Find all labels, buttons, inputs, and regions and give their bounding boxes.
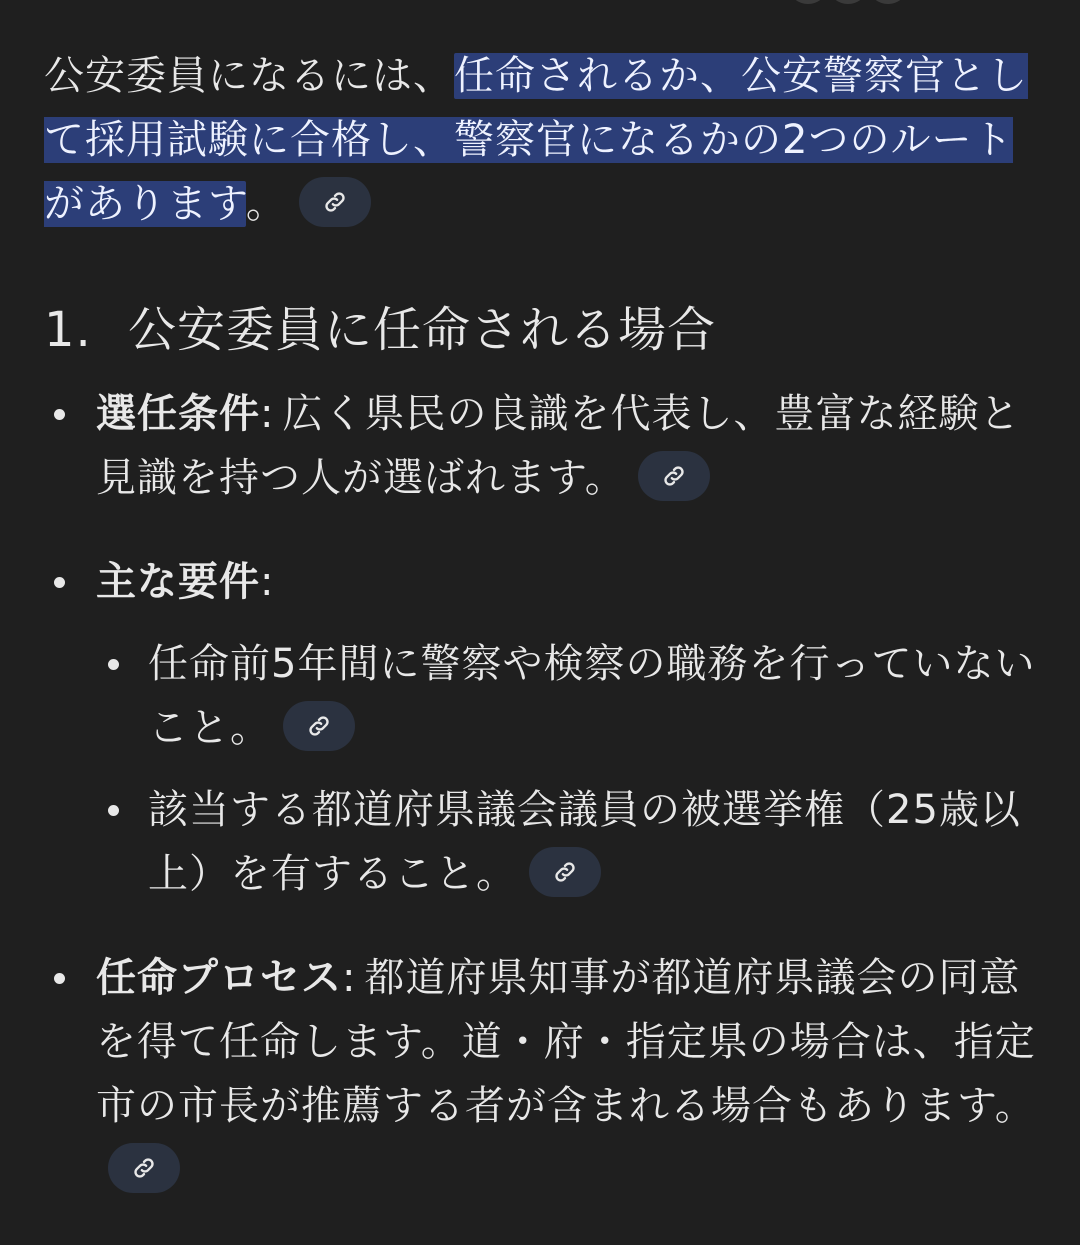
item-text: 広く県民の良識を代表し、豊富な経験と見識を持つ人が選ばれます。 (96, 391, 1021, 501)
avatar (790, 0, 826, 4)
citation-link-button[interactable] (108, 1143, 180, 1193)
intro-tail: 。 (245, 181, 287, 227)
sub-item-text: 該当する都道府県議会議員の被選挙権（25歳以上）を有すること。 (148, 787, 1021, 897)
intro-lead: 公安委員になるには、 (44, 53, 454, 99)
requirements-list (44, 382, 1044, 1202)
link-icon (552, 859, 578, 885)
section-title: 公安委員に任命される場合 (128, 302, 717, 358)
top-avatar-group (790, 0, 906, 4)
sub-list-item (96, 632, 1044, 760)
item-separator: : (260, 391, 275, 437)
item-term: 選任条件 (96, 391, 260, 437)
list-item (44, 550, 1044, 906)
section-number: 1. (44, 302, 92, 358)
sub-list (96, 632, 1044, 906)
item-term: 主な要件 (96, 559, 260, 605)
avatar (870, 0, 906, 4)
citation-link-button[interactable] (529, 847, 601, 897)
citation-link-button[interactable] (299, 177, 371, 227)
sub-item-text: 任命前5年間に警察や検察の職務を行っていないこと。 (148, 641, 1036, 751)
avatar (830, 0, 866, 4)
list-item (44, 946, 1044, 1202)
link-icon (306, 713, 332, 739)
link-icon (322, 189, 348, 215)
answer-content (44, 44, 1044, 1242)
highlighted-text[interactable]: 任命されるか、公安警察官として採用試験に合格し、警察官になるかの2つのルートがあります (44, 53, 1028, 227)
item-separator: : (260, 559, 275, 605)
sub-list-item (96, 778, 1044, 906)
link-icon (131, 1155, 157, 1181)
item-term: 任命プロセス (96, 955, 342, 1001)
section-heading (44, 300, 1044, 360)
citation-link-button[interactable] (638, 451, 710, 501)
link-icon (661, 463, 687, 489)
citation-link-button[interactable] (283, 701, 355, 751)
intro-paragraph (44, 44, 1044, 236)
list-item (44, 382, 1044, 510)
item-text: 都道府県知事が都道府県議会の同意を得て任命します。道・府・指定県の場合は、指定市の市長が推薦する者が含まれる場合もあります。 (96, 955, 1036, 1129)
item-separator: : (342, 955, 357, 1001)
